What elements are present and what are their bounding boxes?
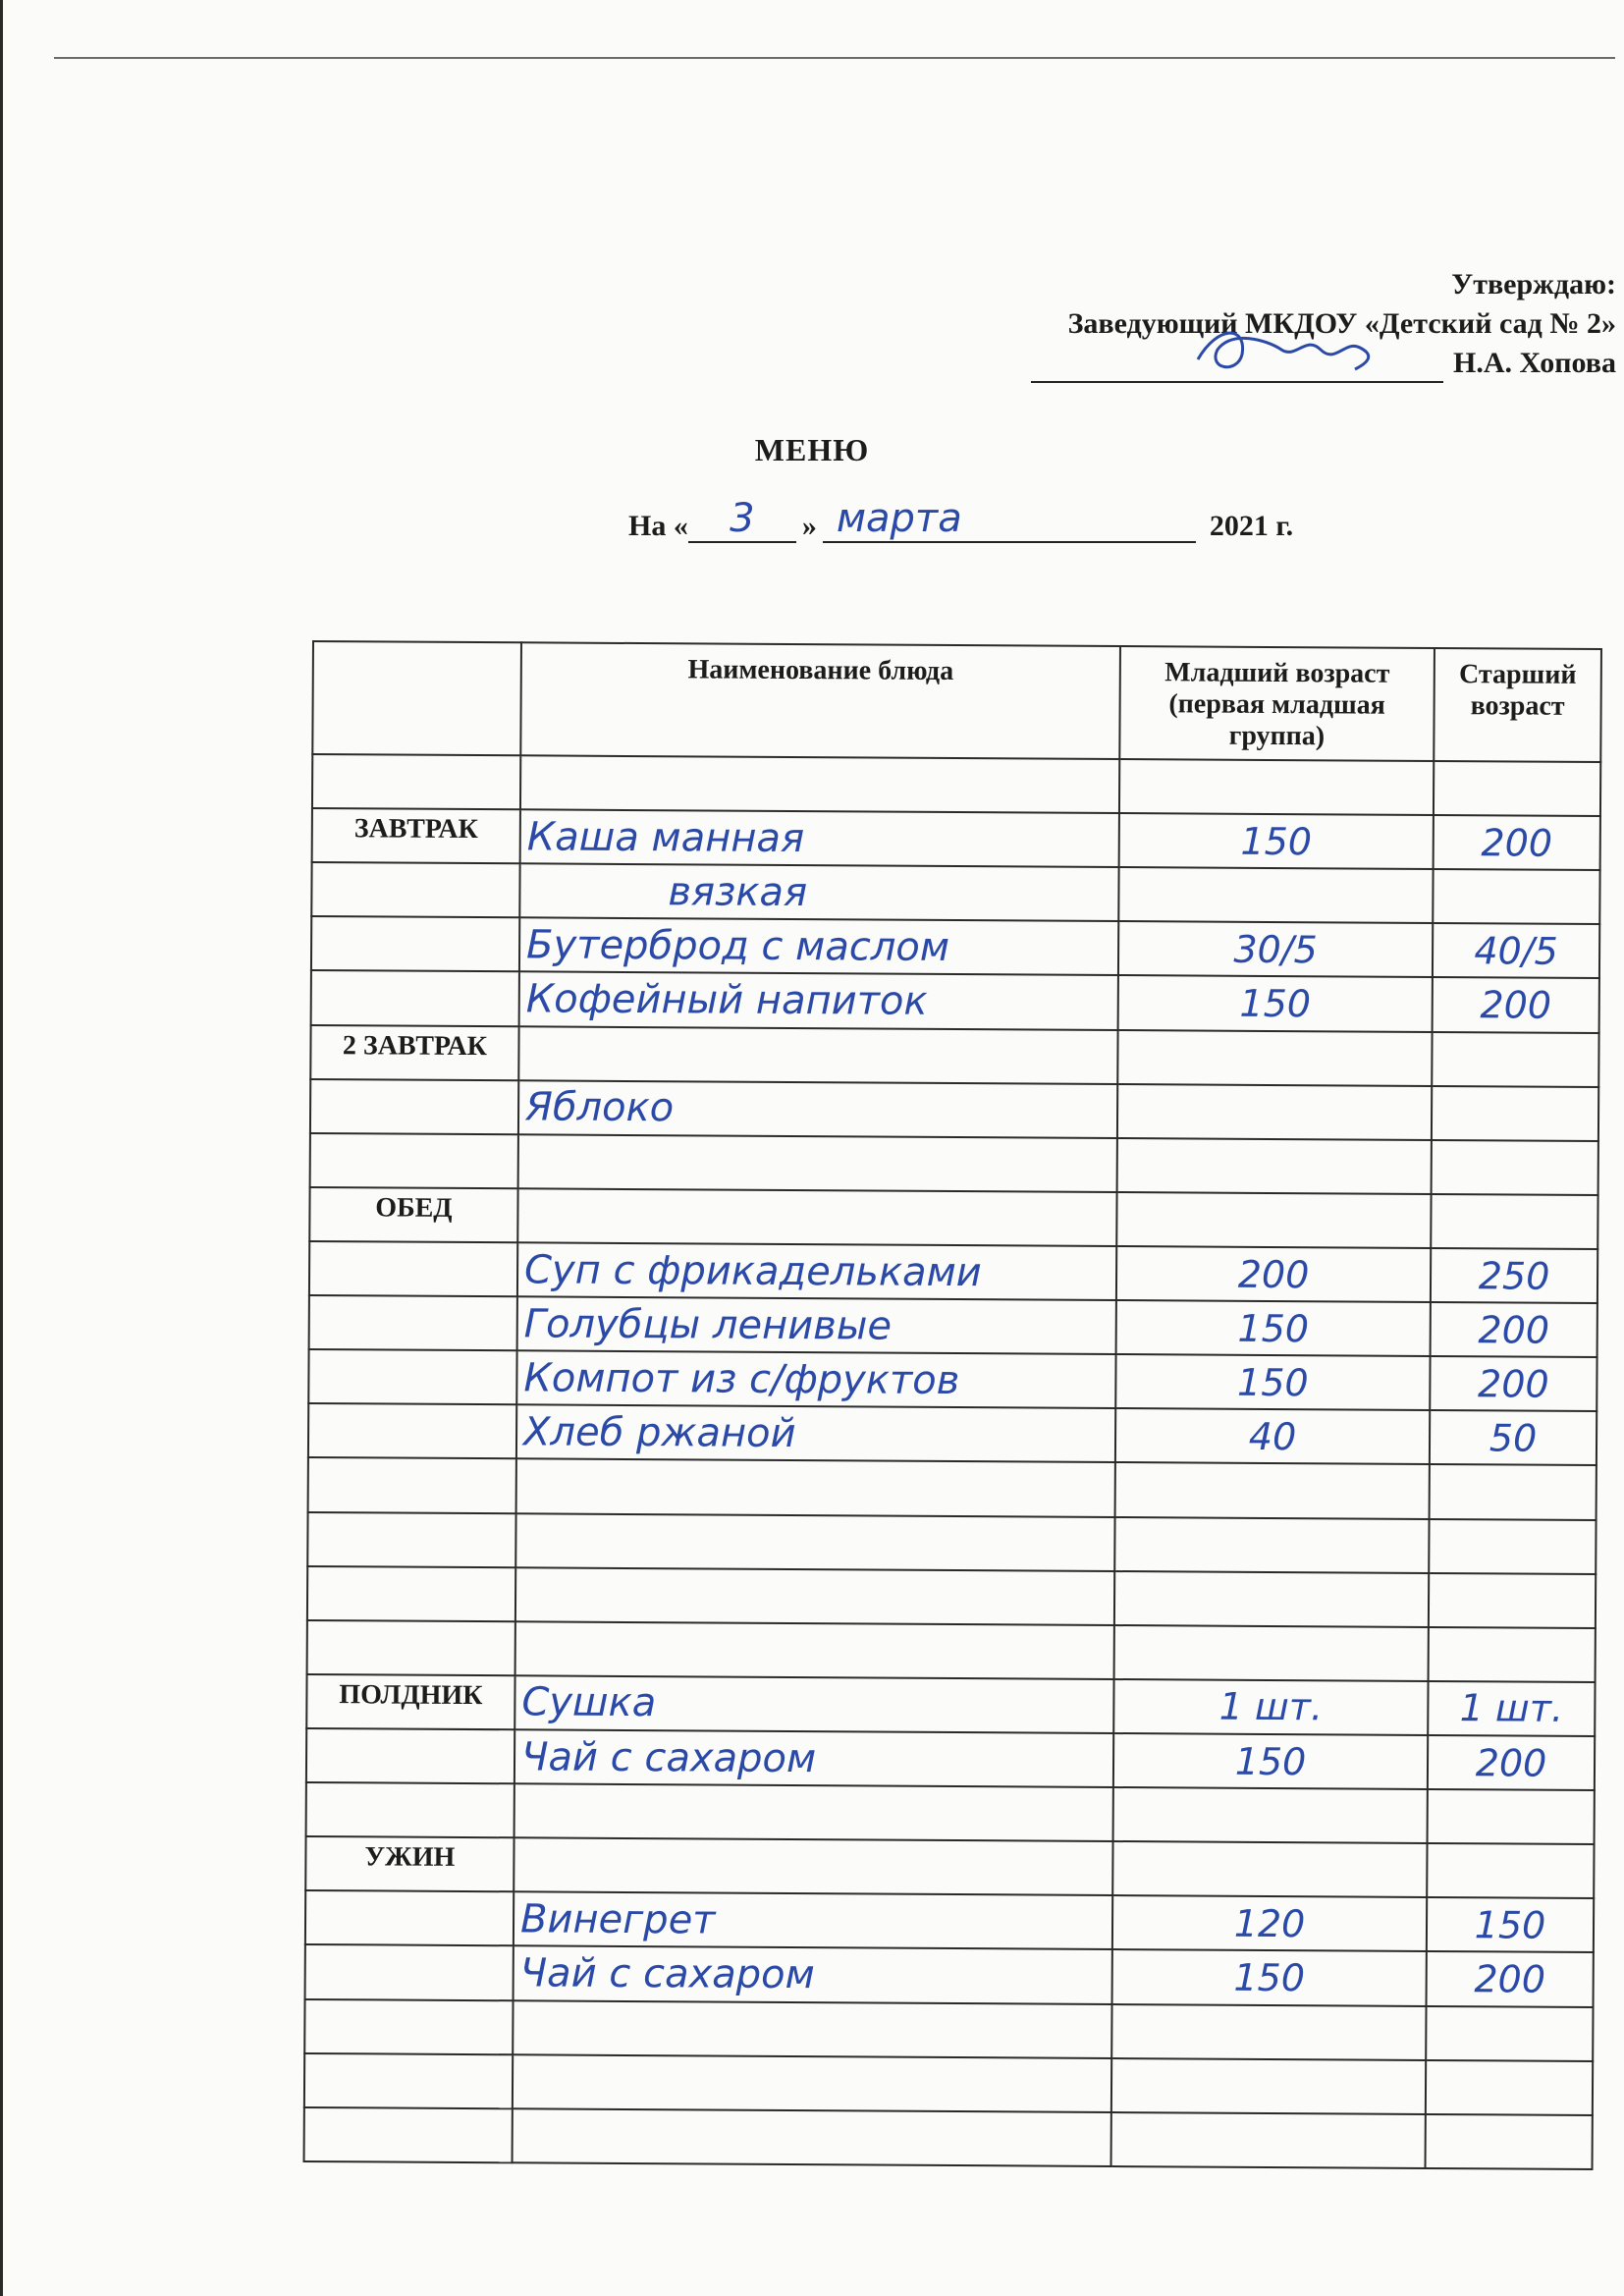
young-qty-cell xyxy=(1118,867,1433,923)
old-qty-cell xyxy=(1427,1843,1594,1898)
young-qty-cell xyxy=(1117,1138,1432,1194)
old-qty-cell: 200 xyxy=(1427,1951,1594,2006)
header-meal xyxy=(312,641,521,755)
meal-cell xyxy=(304,2107,513,2163)
old-qty-cell xyxy=(1426,2114,1593,2169)
date-year: 2021 г. xyxy=(1209,510,1294,542)
young-qty-cell: 150 xyxy=(1113,1733,1428,1789)
dish-cell: Суп с фрикадельками xyxy=(517,1242,1116,1300)
meal-cell xyxy=(308,1403,516,1458)
dish-cell: Бутерброд с маслом xyxy=(519,918,1118,976)
meal-cell xyxy=(305,1944,514,1999)
old-qty-cell xyxy=(1432,1140,1598,1195)
header-younger: Младший возраст (первая младшая группа) xyxy=(1119,646,1435,761)
dish-cell xyxy=(514,1837,1112,1895)
meal-cell: УЖИН xyxy=(305,1836,514,1891)
young-qty-cell xyxy=(1114,1625,1429,1681)
menu-table xyxy=(303,640,1602,2170)
young-qty-cell xyxy=(1113,1787,1428,1843)
meal-cell xyxy=(311,916,519,971)
dish-cell xyxy=(515,1621,1114,1679)
young-qty-cell xyxy=(1117,1084,1432,1140)
table-row xyxy=(304,2053,1593,2115)
meal-cell: ПОЛДНИК xyxy=(306,1674,514,1729)
dish-cell xyxy=(513,2108,1111,2166)
dish-cell xyxy=(514,1783,1113,1841)
old-qty-cell: 200 xyxy=(1430,1356,1597,1411)
approval-block xyxy=(1031,265,1616,383)
old-qty-cell: 200 xyxy=(1431,1302,1597,1357)
table-row xyxy=(305,1890,1594,1952)
table-row xyxy=(304,2107,1593,2169)
dish-cell: Чай с сахаром xyxy=(514,1946,1112,2004)
table-row xyxy=(311,916,1599,978)
old-qty-cell xyxy=(1426,2005,1593,2060)
meal-cell xyxy=(310,1133,518,1188)
young-qty-cell xyxy=(1115,1462,1430,1518)
meal-cell xyxy=(307,1566,515,1621)
young-qty-cell xyxy=(1114,1517,1429,1573)
meal-cell xyxy=(304,1998,513,2053)
dish-cell xyxy=(520,755,1119,813)
meal-cell xyxy=(312,754,520,809)
meal-cell xyxy=(310,1079,518,1134)
young-qty-cell xyxy=(1117,1030,1432,1086)
approver-name: Н.А. Хопова xyxy=(1453,347,1616,379)
signature-line xyxy=(1031,348,1443,383)
young-qty-cell xyxy=(1111,2112,1426,2168)
young-qty-cell xyxy=(1114,1571,1429,1627)
approval-position: Заведующий МКДОУ «Детский сад № 2» xyxy=(1067,307,1616,340)
young-qty-cell: 1 шт. xyxy=(1113,1679,1428,1735)
meal-cell: ОБЕД xyxy=(309,1187,517,1242)
young-qty-cell xyxy=(1111,2004,1426,2060)
old-qty-cell: 40/5 xyxy=(1433,923,1599,978)
old-qty-cell xyxy=(1431,1194,1597,1249)
old-qty-cell xyxy=(1429,1518,1596,1573)
table-row xyxy=(307,1566,1596,1628)
table-row xyxy=(310,1133,1598,1195)
table-row xyxy=(308,1457,1597,1519)
meal-cell xyxy=(305,1890,514,1945)
date-prefix: На « xyxy=(628,510,688,542)
young-qty-cell: 150 xyxy=(1119,813,1434,869)
old-qty-cell: 50 xyxy=(1430,1410,1597,1465)
young-qty-cell: 200 xyxy=(1116,1246,1431,1302)
old-qty-cell xyxy=(1429,1573,1596,1628)
table-row xyxy=(305,1836,1594,1898)
top-rule xyxy=(54,57,1615,59)
dish-cell: Компот из с/фруктов xyxy=(516,1350,1115,1408)
table-body xyxy=(304,754,1601,2169)
meal-cell: 2 ЗАВТРАК xyxy=(310,1025,518,1080)
dish-cell xyxy=(516,1459,1115,1517)
young-qty-cell xyxy=(1111,2058,1426,2114)
header-dish: Наименование блюда xyxy=(520,642,1120,759)
young-qty-cell: 30/5 xyxy=(1118,921,1433,977)
dish-cell xyxy=(515,1567,1114,1625)
young-qty-cell: 150 xyxy=(1112,1949,1427,2005)
dish-cell: Сушка xyxy=(514,1675,1113,1733)
old-qty-cell xyxy=(1432,1032,1598,1087)
table-row xyxy=(310,1079,1598,1141)
meal-cell xyxy=(308,1349,516,1404)
young-qty-cell: 120 xyxy=(1112,1895,1427,1951)
young-qty-cell: 40 xyxy=(1115,1408,1430,1464)
young-qty-cell xyxy=(1112,1841,1427,1897)
dish-cell: Яблоко xyxy=(518,1080,1117,1138)
old-qty-cell: 200 xyxy=(1428,1735,1595,1790)
table-row xyxy=(308,1349,1597,1411)
dish-cell xyxy=(513,2054,1111,2112)
table-row xyxy=(310,1025,1598,1087)
dish-cell: вязкая xyxy=(519,864,1118,922)
young-qty-cell: 150 xyxy=(1116,1300,1431,1356)
dish-cell: Винегрет xyxy=(514,1892,1112,1950)
date-month: марта xyxy=(823,496,1196,543)
table-row xyxy=(306,1728,1595,1790)
meal-cell xyxy=(304,2053,513,2108)
old-qty-cell xyxy=(1430,1464,1597,1519)
meal-cell xyxy=(309,1241,517,1296)
meal-cell: ЗАВТРАК xyxy=(312,808,520,863)
meal-cell xyxy=(307,1512,515,1567)
table-header-row xyxy=(312,641,1601,762)
table-row xyxy=(306,1674,1595,1736)
dish-cell xyxy=(517,1188,1116,1246)
dish-cell xyxy=(518,1026,1117,1084)
page-edge xyxy=(0,0,3,2296)
old-qty-cell: 250 xyxy=(1431,1248,1597,1303)
meal-cell xyxy=(306,1728,514,1783)
table-row xyxy=(307,1620,1596,1682)
dish-cell xyxy=(515,1513,1114,1571)
table-row xyxy=(304,1998,1593,2060)
table-row xyxy=(308,1403,1597,1465)
meal-cell xyxy=(308,1457,516,1512)
old-qty-cell: 200 xyxy=(1433,977,1599,1032)
dish-cell: Хлеб ржаной xyxy=(516,1405,1115,1463)
table-row xyxy=(305,1944,1594,2006)
young-qty-cell: 150 xyxy=(1118,975,1433,1031)
table-row xyxy=(307,1512,1596,1574)
old-qty-cell: 200 xyxy=(1434,815,1600,870)
dish-cell xyxy=(518,1134,1117,1192)
dish-cell: Голубцы ленивые xyxy=(517,1296,1116,1354)
table-row xyxy=(309,1295,1597,1357)
dish-cell xyxy=(513,2000,1111,2058)
old-qty-cell xyxy=(1426,2060,1593,2115)
table-row xyxy=(309,1241,1597,1303)
page-title: МЕНЮ xyxy=(754,432,870,467)
old-qty-cell: 150 xyxy=(1427,1897,1594,1952)
date-day: 3 xyxy=(688,496,796,543)
dish-cell: Каша манная xyxy=(520,809,1119,867)
signature-icon xyxy=(1188,320,1384,379)
meal-cell xyxy=(311,970,519,1025)
meal-cell xyxy=(309,1295,517,1350)
approval-title: Утверждаю: xyxy=(1451,268,1616,301)
table-row xyxy=(309,1187,1597,1249)
young-qty-cell xyxy=(1116,1192,1431,1248)
table-row xyxy=(312,808,1600,870)
meal-cell xyxy=(306,1782,514,1837)
approval-signature-row xyxy=(1031,344,1616,383)
old-qty-cell xyxy=(1434,761,1600,816)
meal-cell xyxy=(307,1620,515,1675)
young-qty-cell: 150 xyxy=(1115,1354,1430,1410)
table-row xyxy=(312,754,1600,816)
young-qty-cell xyxy=(1119,759,1434,815)
table-row xyxy=(311,862,1599,924)
old-qty-cell xyxy=(1429,1627,1596,1682)
menu-date xyxy=(628,496,1293,543)
dish-cell: Кофейный напиток xyxy=(519,972,1118,1030)
old-qty-cell xyxy=(1433,869,1599,924)
table-row xyxy=(311,970,1599,1032)
meal-cell xyxy=(311,862,519,917)
header-older: Старший возраст xyxy=(1434,648,1601,762)
table-row xyxy=(306,1782,1595,1844)
dish-cell: Чай с сахаром xyxy=(514,1729,1113,1787)
old-qty-cell xyxy=(1428,1789,1595,1844)
old-qty-cell xyxy=(1432,1086,1598,1141)
date-mid: » xyxy=(801,510,817,542)
old-qty-cell: 1 шт. xyxy=(1428,1681,1595,1736)
